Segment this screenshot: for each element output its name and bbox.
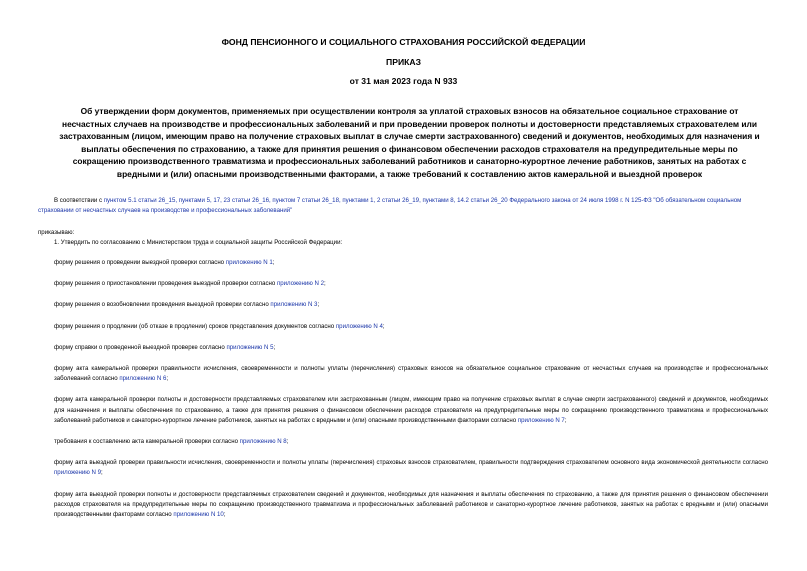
list-item: форму решения о приостановлении проведения выездной проверки согласно приложению N 2; — [54, 280, 326, 288]
document-date-number: от 31 мая 2023 года N 933 — [349, 76, 458, 86]
legal-basis-link[interactable]: пунктом 5.1 статьи 26_15, пунктами 5, 17, 23 статьи 26_16, пунктом 7 статьи 26_18, пунктами 1, 2 статьи 26_19, пунктами 8, 14.2 статьи 26_20 Федерального закона от 24 июля 1998 г. N 125-ФЗ "Об обязательном социальном страховании от несчастных случаев на производстве и профессиональных заболеваний" — [38, 197, 742, 215]
preamble-text — [38, 196, 768, 216]
preamble-prefix: В соответствии с — [54, 197, 104, 204]
list-item: требования к составлению акта камеральной проверки согласно приложению N 8; — [54, 438, 289, 446]
item-1: 1. Утвердить по согласованию с Министерством труда и социальной защиты Российской Федерации: — [54, 239, 343, 246]
appendix-link[interactable]: приложению N 5 — [226, 343, 274, 351]
appendix-link[interactable]: приложению N 2 — [276, 280, 324, 288]
issuing-authority: ФОНД ПЕНСИОННОГО И СОЦИАЛЬНОГО СТРАХОВАНИЯ РОССИЙСКОЙ ФЕДЕРАЦИИ — [221, 37, 586, 47]
list-item: форму решения о продлении (об отказе в продлении) сроков представления документов согласно приложению N 4; — [54, 322, 385, 330]
appendix-link[interactable]: приложению N 9 — [54, 469, 102, 477]
list-item: форму решения о проведении выездной проверки согласно приложению N 1; — [54, 259, 275, 266]
appendix-link[interactable]: приложению N 8 — [239, 438, 287, 446]
preamble — [38, 196, 768, 216]
list-item: форму акта выездной проверки правильности исчисления, своевременности и полноты уплаты (перечисления) страховых взносов страхователем, правильности подтверждения страхователем основного вида экономической деятельности согласно приложению N 9; — [54, 459, 768, 477]
appendix-link[interactable]: приложению N 1 — [225, 259, 273, 266]
document-type: ПРИКАЗ — [386, 57, 421, 67]
list-item: форму акта выездной проверки полноты и достоверности представляемых страхователем сведений и документов, необходимых для назначения и выплаты обеспечения по страхованию, а также для принятия решения о финансовом обеспечении расходов страхователя на предупредительные меры по сокращению производственного травматизма и профессиональных заболеваний работников и санаторно-курортное лечение работников, занятых на работах с вредными и (или) опасными производственными факторами согласно приложению N 10; — [54, 490, 768, 519]
appendix-link[interactable]: приложению N 7 — [517, 416, 565, 424]
forms-list — [54, 258, 768, 520]
appendix-link[interactable]: приложению N 6 — [119, 375, 167, 383]
list-item: форму решения о возобновлении проведения выездной проверки согласно приложению N 3; — [54, 301, 320, 309]
document-title: Об утверждении форм документов, применяемых при осуществлении контроля за уплатой страховых взносов на обязательное социальное страхование от несчастных случаев на производстве и профессиональных заболеваний и при проведении проверок полноты и достоверности представляемых страхователем или застрахованным (лицом, имеющим право на получение страховых выплат в случае смерти застрахованного) сведений и документов, необходимых для назначения и выплаты обеспечения по страхованию, а также для принятия решения о финансовом обеспечении расходов страхователя на предупредительные меры по сокращению производственного травматизма и профессиональных заболеваний работников и санаторно-курортное лечение работников, занятых на работах с вредными и (или) опасными производственными факторами, а также требований к составлению актов камеральной и выездной проверок — [59, 106, 760, 179]
list-item: форму справки о проведенной выездной проверке согласно приложению N 5; — [54, 343, 276, 351]
list-item: форму акта камеральной проверки полноты и достоверности представляемых страхователем или застрахованным (лицом, имеющим право на получение страховых выплат в случае смерти застрахованного) сведений и документов, необходимых для назначения и выплаты обеспечения по страхованию, а также для принятия решения о финансовом обеспечении расходов страхователя на предупредительные меры по сокращению производственного травматизма и профессиональных заболеваний работников и санаторно-курортное лечение работников, занятых на работах с вредными и (или) опасными производственными факторами согласно приложению N 7; — [54, 396, 768, 424]
appendix-link[interactable]: приложению N 4 — [335, 322, 383, 330]
list-item: форму акта камеральной проверки правильности исчисления, своевременности и полноты уплаты (перечисления) страховых взносов на обязательное социальное страхование от несчастных случаев на производстве и профессиональных заболеваний согласно приложению N 6; — [54, 365, 768, 383]
appendix-link[interactable]: приложению N 10 — [173, 511, 224, 519]
order-word: приказываю: — [38, 229, 75, 236]
appendix-link[interactable]: приложению N 3 — [270, 301, 318, 309]
